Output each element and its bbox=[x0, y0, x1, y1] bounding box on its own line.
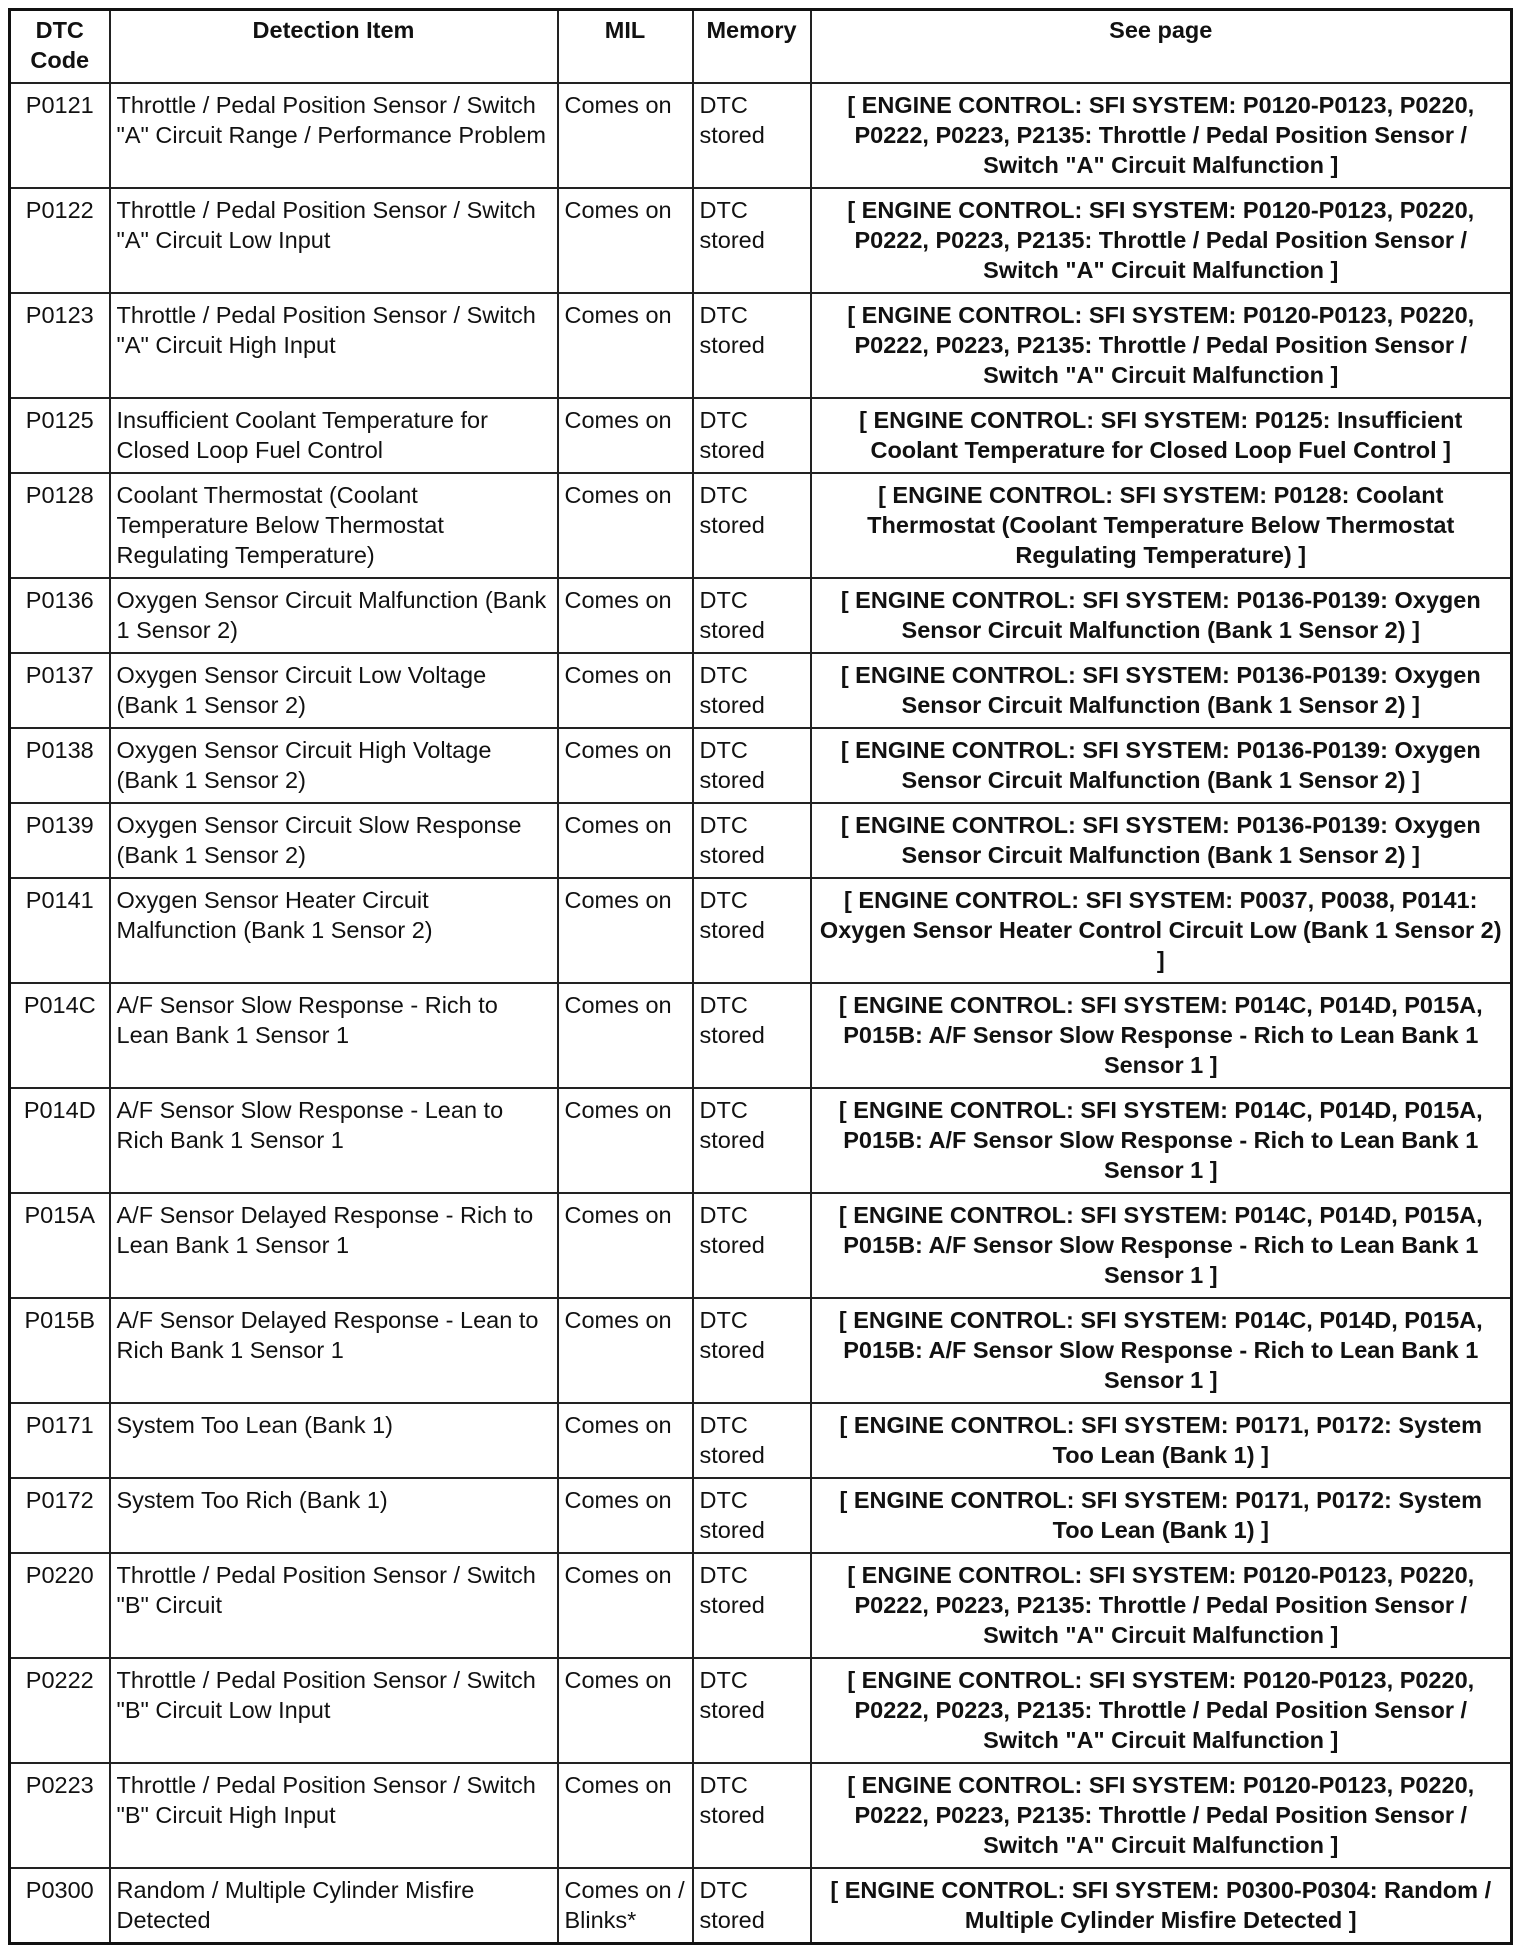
mil-cell: Comes on bbox=[558, 983, 693, 1088]
mil-cell: Comes on bbox=[558, 188, 693, 293]
detection-item-cell: A/F Sensor Slow Response - Lean to Rich Bank 1 Sensor 1 bbox=[110, 1088, 558, 1193]
dtc-code-cell: P014D bbox=[10, 1088, 110, 1193]
table-row bbox=[10, 1658, 1512, 1763]
mil-cell: Comes on bbox=[558, 398, 693, 473]
mil-cell: Comes on bbox=[558, 803, 693, 878]
table-row bbox=[10, 653, 1512, 728]
mil-cell: Comes on bbox=[558, 1298, 693, 1403]
header-row bbox=[10, 10, 1512, 84]
mil-cell: Comes on bbox=[558, 1088, 693, 1193]
mil-cell: Comes on bbox=[558, 578, 693, 653]
see-page-link[interactable]: [ ENGINE CONTROL: SFI SYSTEM: P0300-P0304: Random / Multiple Cylinder Misfire Detected ] bbox=[811, 1868, 1512, 1944]
dtc-code-cell: P0141 bbox=[10, 878, 110, 983]
table-row bbox=[10, 1088, 1512, 1193]
table-row bbox=[10, 83, 1512, 188]
see-page-link[interactable]: [ ENGINE CONTROL: SFI SYSTEM: P014C, P014D, P015A, P015B: A/F Sensor Slow Response - Rich to Lean Bank 1 Sensor 1 ] bbox=[811, 1193, 1512, 1298]
detection-item-cell: Throttle / Pedal Position Sensor / Switch "B" Circuit Low Input bbox=[110, 1658, 558, 1763]
mil-cell: Comes on bbox=[558, 473, 693, 578]
memory-cell: DTC stored bbox=[693, 188, 811, 293]
memory-cell: DTC stored bbox=[693, 1478, 811, 1553]
detection-item-cell: Coolant Thermostat (Coolant Temperature Below Thermostat Regulating Temperature) bbox=[110, 473, 558, 578]
see-page-link[interactable]: [ ENGINE CONTROL: SFI SYSTEM: P014C, P014D, P015A, P015B: A/F Sensor Slow Response - Rich to Lean Bank 1 Sensor 1 ] bbox=[811, 1298, 1512, 1403]
dtc-code-cell: P0136 bbox=[10, 578, 110, 653]
memory-cell: DTC stored bbox=[693, 293, 811, 398]
mil-cell: Comes on bbox=[558, 728, 693, 803]
dtc-code-cell: P0128 bbox=[10, 473, 110, 578]
mil-cell: Comes on bbox=[558, 293, 693, 398]
detection-item-cell: A/F Sensor Slow Response - Rich to Lean Bank 1 Sensor 1 bbox=[110, 983, 558, 1088]
mil-cell: Comes on bbox=[558, 83, 693, 188]
detection-item-cell: Throttle / Pedal Position Sensor / Switch "B" Circuit High Input bbox=[110, 1763, 558, 1868]
memory-cell: DTC stored bbox=[693, 983, 811, 1088]
memory-cell: DTC stored bbox=[693, 578, 811, 653]
dtc-code-cell: P0121 bbox=[10, 83, 110, 188]
detection-item-cell: Oxygen Sensor Heater Circuit Malfunction (Bank 1 Sensor 2) bbox=[110, 878, 558, 983]
see-page-link[interactable]: [ ENGINE CONTROL: SFI SYSTEM: P0125: Insufficient Coolant Temperature for Closed Loop Fuel Control ] bbox=[811, 398, 1512, 473]
see-page-link[interactable]: [ ENGINE CONTROL: SFI SYSTEM: P0128: Coolant Thermostat (Coolant Temperature Below Thermostat Regulating Temperature) ] bbox=[811, 473, 1512, 578]
memory-cell: DTC stored bbox=[693, 803, 811, 878]
table-row bbox=[10, 803, 1512, 878]
memory-cell: DTC stored bbox=[693, 878, 811, 983]
dtc-code-cell: P0138 bbox=[10, 728, 110, 803]
header-see-page: See page bbox=[811, 10, 1512, 84]
memory-cell: DTC stored bbox=[693, 1088, 811, 1193]
dtc-code-cell: P0137 bbox=[10, 653, 110, 728]
detection-item-cell: A/F Sensor Delayed Response - Rich to Lean Bank 1 Sensor 1 bbox=[110, 1193, 558, 1298]
mil-cell: Comes on bbox=[558, 1403, 693, 1478]
see-page-link[interactable]: [ ENGINE CONTROL: SFI SYSTEM: P0120-P0123, P0220, P0222, P0223, P2135: Throttle / Pedal Position Sensor / Switch "A" Circuit Malfunction ] bbox=[811, 83, 1512, 188]
memory-cell: DTC stored bbox=[693, 1403, 811, 1478]
mil-cell: Comes on / Blinks* bbox=[558, 1868, 693, 1944]
see-page-link[interactable]: [ ENGINE CONTROL: SFI SYSTEM: P0136-P0139: Oxygen Sensor Circuit Malfunction (Bank 1 Sensor 2) ] bbox=[811, 803, 1512, 878]
detection-item-cell: System Too Rich (Bank 1) bbox=[110, 1478, 558, 1553]
dtc-code-cell: P014C bbox=[10, 983, 110, 1088]
table-row bbox=[10, 878, 1512, 983]
detection-item-cell: Throttle / Pedal Position Sensor / Switch "A" Circuit Low Input bbox=[110, 188, 558, 293]
see-page-link[interactable]: [ ENGINE CONTROL: SFI SYSTEM: P0120-P0123, P0220, P0222, P0223, P2135: Throttle / Pedal Position Sensor / Switch "A" Circuit Malfunction ] bbox=[811, 1658, 1512, 1763]
see-page-link[interactable]: [ ENGINE CONTROL: SFI SYSTEM: P0136-P0139: Oxygen Sensor Circuit Malfunction (Bank 1 Sensor 2) ] bbox=[811, 653, 1512, 728]
table-row bbox=[10, 473, 1512, 578]
detection-item-cell: Throttle / Pedal Position Sensor / Switch "A" Circuit High Input bbox=[110, 293, 558, 398]
table-row bbox=[10, 188, 1512, 293]
dtc-table-container bbox=[8, 8, 1513, 1945]
header-detection-item: Detection Item bbox=[110, 10, 558, 84]
memory-cell: DTC stored bbox=[693, 653, 811, 728]
mil-cell: Comes on bbox=[558, 1658, 693, 1763]
table-row bbox=[10, 1763, 1512, 1868]
see-page-link[interactable]: [ ENGINE CONTROL: SFI SYSTEM: P014C, P014D, P015A, P015B: A/F Sensor Slow Response - Rich to Lean Bank 1 Sensor 1 ] bbox=[811, 1088, 1512, 1193]
memory-cell: DTC stored bbox=[693, 1193, 811, 1298]
dtc-code-cell: P0220 bbox=[10, 1553, 110, 1658]
table-row bbox=[10, 578, 1512, 653]
detection-item-cell: Oxygen Sensor Circuit Malfunction (Bank 1 Sensor 2) bbox=[110, 578, 558, 653]
detection-item-cell: System Too Lean (Bank 1) bbox=[110, 1403, 558, 1478]
dtc-code-cell: P015B bbox=[10, 1298, 110, 1403]
memory-cell: DTC stored bbox=[693, 83, 811, 188]
table-row bbox=[10, 1868, 1512, 1944]
dtc-code-cell: P0300 bbox=[10, 1868, 110, 1944]
table-row bbox=[10, 1193, 1512, 1298]
memory-cell: DTC stored bbox=[693, 1868, 811, 1944]
table-row bbox=[10, 728, 1512, 803]
see-page-link[interactable]: [ ENGINE CONTROL: SFI SYSTEM: P0120-P0123, P0220, P0222, P0223, P2135: Throttle / Pedal Position Sensor / Switch "A" Circuit Malfunction ] bbox=[811, 293, 1512, 398]
table-row bbox=[10, 293, 1512, 398]
memory-cell: DTC stored bbox=[693, 473, 811, 578]
dtc-code-cell: P0139 bbox=[10, 803, 110, 878]
table-row bbox=[10, 983, 1512, 1088]
detection-item-cell: Throttle / Pedal Position Sensor / Switch "B" Circuit bbox=[110, 1553, 558, 1658]
header-memory: Memory bbox=[693, 10, 811, 84]
dtc-table bbox=[8, 8, 1513, 1945]
dtc-code-cell: P0222 bbox=[10, 1658, 110, 1763]
memory-cell: DTC stored bbox=[693, 1553, 811, 1658]
see-page-link[interactable]: [ ENGINE CONTROL: SFI SYSTEM: P0120-P0123, P0220, P0222, P0223, P2135: Throttle / Pedal Position Sensor / Switch "A" Circuit Malfunction ] bbox=[811, 1553, 1512, 1658]
mil-cell: Comes on bbox=[558, 1193, 693, 1298]
table-row bbox=[10, 1403, 1512, 1478]
see-page-link[interactable]: [ ENGINE CONTROL: SFI SYSTEM: P0120-P0123, P0220, P0222, P0223, P2135: Throttle / Pedal Position Sensor / Switch "A" Circuit Malfunction ] bbox=[811, 188, 1512, 293]
mil-cell: Comes on bbox=[558, 878, 693, 983]
memory-cell: DTC stored bbox=[693, 728, 811, 803]
see-page-link[interactable]: [ ENGINE CONTROL: SFI SYSTEM: P0171, P0172: System Too Lean (Bank 1) ] bbox=[811, 1478, 1512, 1553]
table-row bbox=[10, 398, 1512, 473]
mil-cell: Comes on bbox=[558, 1478, 693, 1553]
mil-cell: Comes on bbox=[558, 1763, 693, 1868]
dtc-code-cell: P0171 bbox=[10, 1403, 110, 1478]
header-dtc-code: DTC Code bbox=[10, 10, 110, 84]
dtc-code-cell: P015A bbox=[10, 1193, 110, 1298]
see-page-link[interactable]: [ ENGINE CONTROL: SFI SYSTEM: P0171, P0172: System Too Lean (Bank 1) ] bbox=[811, 1403, 1512, 1478]
dtc-code-cell: P0172 bbox=[10, 1478, 110, 1553]
table-row bbox=[10, 1298, 1512, 1403]
see-page-link[interactable]: [ ENGINE CONTROL: SFI SYSTEM: P014C, P014D, P015A, P015B: A/F Sensor Slow Response - Rich to Lean Bank 1 Sensor 1 ] bbox=[811, 983, 1512, 1088]
dtc-code-cell: P0122 bbox=[10, 188, 110, 293]
table-row bbox=[10, 1553, 1512, 1658]
see-page-link[interactable]: [ ENGINE CONTROL: SFI SYSTEM: P0136-P0139: Oxygen Sensor Circuit Malfunction (Bank 1 Sensor 2) ] bbox=[811, 578, 1512, 653]
detection-item-cell: Insufficient Coolant Temperature for Closed Loop Fuel Control bbox=[110, 398, 558, 473]
detection-item-cell: Oxygen Sensor Circuit Slow Response (Bank 1 Sensor 2) bbox=[110, 803, 558, 878]
see-page-link[interactable]: [ ENGINE CONTROL: SFI SYSTEM: P0136-P0139: Oxygen Sensor Circuit Malfunction (Bank 1 Sensor 2) ] bbox=[811, 728, 1512, 803]
dtc-code-cell: P0125 bbox=[10, 398, 110, 473]
dtc-code-cell: P0223 bbox=[10, 1763, 110, 1868]
header-mil: MIL bbox=[558, 10, 693, 84]
detection-item-cell: Oxygen Sensor Circuit Low Voltage (Bank 1 Sensor 2) bbox=[110, 653, 558, 728]
mil-cell: Comes on bbox=[558, 653, 693, 728]
detection-item-cell: Oxygen Sensor Circuit High Voltage (Bank 1 Sensor 2) bbox=[110, 728, 558, 803]
table-row bbox=[10, 1478, 1512, 1553]
memory-cell: DTC stored bbox=[693, 1763, 811, 1868]
see-page-link[interactable]: [ ENGINE CONTROL: SFI SYSTEM: P0037, P0038, P0141: Oxygen Sensor Heater Control Circuit Low (Bank 1 Sensor 2) ] bbox=[811, 878, 1512, 983]
memory-cell: DTC stored bbox=[693, 398, 811, 473]
detection-item-cell: Throttle / Pedal Position Sensor / Switch "A" Circuit Range / Performance Problem bbox=[110, 83, 558, 188]
dtc-code-cell: P0123 bbox=[10, 293, 110, 398]
memory-cell: DTC stored bbox=[693, 1298, 811, 1403]
detection-item-cell: Random / Multiple Cylinder Misfire Detected bbox=[110, 1868, 558, 1944]
detection-item-cell: A/F Sensor Delayed Response - Lean to Rich Bank 1 Sensor 1 bbox=[110, 1298, 558, 1403]
see-page-link[interactable]: [ ENGINE CONTROL: SFI SYSTEM: P0120-P0123, P0220, P0222, P0223, P2135: Throttle / Pedal Position Sensor / Switch "A" Circuit Malfunction ] bbox=[811, 1763, 1512, 1868]
memory-cell: DTC stored bbox=[693, 1658, 811, 1763]
table-body bbox=[10, 83, 1512, 1944]
mil-cell: Comes on bbox=[558, 1553, 693, 1658]
